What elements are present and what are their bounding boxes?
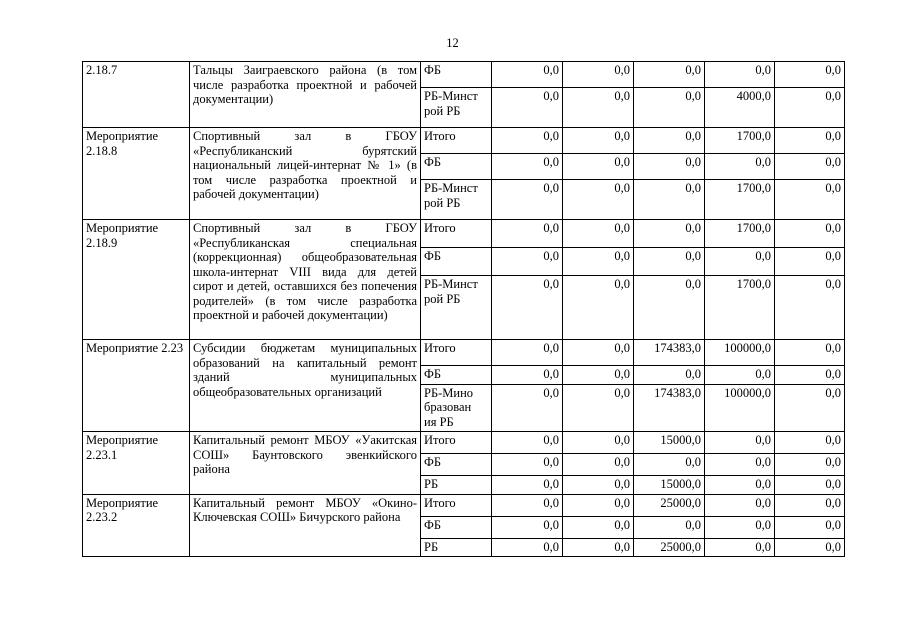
table-row	[83, 432, 845, 454]
funding-source	[421, 494, 492, 516]
funding-source-label: ФБ	[424, 249, 442, 263]
funding-source	[421, 538, 492, 557]
value-cell: 0,0	[775, 248, 845, 276]
funding-source-label: РБ-Минобразования РБ	[424, 385, 474, 429]
measure-name: Капитальный ремонт МБОУ «Окино-Ключевская СОШ» Бичурского района	[190, 494, 421, 557]
value-cell: 0,0	[775, 538, 845, 557]
value-cell: 0,0	[705, 366, 775, 385]
table-row	[83, 220, 845, 248]
value-cell: 0,0	[492, 128, 563, 154]
funding-source	[421, 476, 492, 495]
funding-source-label: РБ-Минстрой РБ	[424, 277, 478, 306]
value-cell: 15000,0	[634, 432, 705, 454]
funding-source-label: Итого	[424, 495, 456, 510]
value-cell: 0,0	[634, 454, 705, 476]
value-cell: 0,0	[705, 248, 775, 276]
funding-source-label: Итого	[424, 341, 456, 355]
value-cell: 1700,0	[705, 128, 775, 154]
value-cell: 0,0	[563, 180, 634, 220]
measure-code: 2.18.7	[83, 62, 190, 128]
value-cell: 0,0	[492, 154, 563, 180]
value-cell: 0,0	[705, 516, 775, 538]
value-cell: 0,0	[492, 88, 563, 128]
value-cell: 100000,0	[705, 384, 775, 432]
value-cell: 0,0	[775, 516, 845, 538]
funding-source	[421, 248, 492, 276]
funding-source-label: ФБ	[424, 63, 442, 77]
funding-source	[421, 220, 492, 248]
funding-source	[421, 384, 492, 432]
value-cell: 0,0	[492, 180, 563, 220]
funding-source-label: ФБ	[424, 155, 442, 169]
funding-source-label: Итого	[424, 433, 456, 447]
value-cell: 0,0	[775, 432, 845, 454]
value-cell: 1700,0	[705, 220, 775, 248]
table-row	[83, 494, 845, 516]
value-cell: 0,0	[492, 366, 563, 385]
measure-code: Мероприятие 2.18.8	[83, 128, 190, 220]
value-cell: 0,0	[634, 248, 705, 276]
funding-source	[421, 62, 492, 88]
funding-source-label: РБ-Минстрой РБ	[424, 89, 478, 118]
value-cell: 0,0	[775, 220, 845, 248]
value-cell: 0,0	[775, 476, 845, 495]
value-cell: 0,0	[705, 538, 775, 557]
page-number: 12	[446, 36, 459, 50]
value-cell: 0,0	[563, 366, 634, 385]
value-cell: 0,0	[634, 180, 705, 220]
funding-source-label: Итого	[424, 129, 456, 143]
value-cell: 0,0	[563, 432, 634, 454]
value-cell: 100000,0	[705, 340, 775, 366]
value-cell: 0,0	[492, 494, 563, 516]
value-cell: 0,0	[705, 494, 775, 516]
value-cell: 0,0	[492, 538, 563, 557]
measure-name: Капитальный ремонт МБОУ «Уакитская СОШ» Баунтовского эвенкийского района	[190, 432, 421, 495]
value-cell: 1700,0	[705, 180, 775, 220]
measure-code: Мероприятие 2.23.2	[83, 494, 190, 557]
value-cell: 0,0	[634, 366, 705, 385]
table-body	[83, 62, 845, 557]
value-cell: 0,0	[775, 88, 845, 128]
value-cell: 0,0	[492, 516, 563, 538]
value-cell: 174383,0	[634, 340, 705, 366]
table-row	[83, 62, 845, 88]
value-cell: 0,0	[563, 62, 634, 88]
value-cell: 0,0	[775, 366, 845, 385]
value-cell: 0,0	[492, 454, 563, 476]
value-cell: 0,0	[563, 538, 634, 557]
value-cell: 0,0	[492, 62, 563, 88]
value-cell: 0,0	[563, 516, 634, 538]
value-cell: 4000,0	[705, 88, 775, 128]
value-cell: 0,0	[492, 276, 563, 340]
value-cell: 0,0	[775, 180, 845, 220]
value-cell: 0,0	[492, 340, 563, 366]
value-cell: 0,0	[634, 128, 705, 154]
funding-source	[421, 276, 492, 340]
value-cell: 25000,0	[634, 538, 705, 557]
funding-source	[421, 366, 492, 385]
value-cell: 0,0	[563, 128, 634, 154]
value-cell: 0,0	[775, 454, 845, 476]
value-cell: 0,0	[634, 88, 705, 128]
funding-source	[421, 432, 492, 454]
funding-source-label: РБ-Минстрой РБ	[424, 181, 478, 210]
value-cell: 0,0	[775, 62, 845, 88]
value-cell: 0,0	[563, 248, 634, 276]
value-cell: 0,0	[634, 62, 705, 88]
measure-name: Спортивный зал в ГБОУ «Республиканская специальная (коррекционная) общеобразовательная школа-интернат VIII вида для детей сирот и детей, оставшихся без попечения родителей» (в том числе разработка проектной и рабочей документации)	[190, 220, 421, 340]
value-cell: 25000,0	[634, 494, 705, 516]
value-cell: 0,0	[775, 154, 845, 180]
value-cell: 0,0	[705, 476, 775, 495]
value-cell: 0,0	[492, 220, 563, 248]
value-cell: 0,0	[563, 340, 634, 366]
funding-source-label: РБ	[424, 477, 439, 491]
table-row	[83, 340, 845, 366]
value-cell: 0,0	[634, 516, 705, 538]
value-cell: 0,0	[563, 154, 634, 180]
funding-source-label: РБ	[424, 539, 439, 554]
funding-source	[421, 516, 492, 538]
value-cell: 0,0	[705, 432, 775, 454]
measure-code: Мероприятие 2.23.1	[83, 432, 190, 495]
funding-source	[421, 180, 492, 220]
value-cell: 0,0	[563, 384, 634, 432]
value-cell: 0,0	[563, 494, 634, 516]
value-cell: 0,0	[705, 154, 775, 180]
value-cell: 0,0	[634, 154, 705, 180]
table-row	[83, 128, 845, 154]
value-cell: 0,0	[492, 248, 563, 276]
value-cell: 0,0	[492, 384, 563, 432]
value-cell: 0,0	[634, 276, 705, 340]
measure-name: Спортивный зал в ГБОУ «Республиканский бурятский национальный лицей-интернат № 1» (в том числе разработка проектной и рабочей документации)	[190, 128, 421, 220]
value-cell: 0,0	[563, 454, 634, 476]
value-cell: 0,0	[563, 276, 634, 340]
value-cell: 174383,0	[634, 384, 705, 432]
funding-source-label: Итого	[424, 221, 456, 235]
value-cell: 0,0	[775, 276, 845, 340]
value-cell: 0,0	[775, 384, 845, 432]
value-cell: 0,0	[492, 476, 563, 495]
funding-source-label: ФБ	[424, 517, 442, 532]
budget-table	[82, 61, 845, 557]
value-cell: 0,0	[705, 62, 775, 88]
value-cell: 0,0	[563, 220, 634, 248]
measure-name: Тальцы Заиграевского района (в том числе разработка проектной и рабочей документации)	[190, 62, 421, 128]
value-cell: 0,0	[634, 220, 705, 248]
funding-source-label: ФБ	[424, 367, 442, 381]
value-cell: 15000,0	[634, 476, 705, 495]
value-cell: 0,0	[775, 128, 845, 154]
funding-source	[421, 454, 492, 476]
value-cell: 0,0	[775, 494, 845, 516]
value-cell: 0,0	[563, 88, 634, 128]
funding-source	[421, 88, 492, 128]
funding-source	[421, 128, 492, 154]
funding-source	[421, 154, 492, 180]
measure-name: Субсидии бюджетам муниципальных образований на капитальный ремонт зданий муниципальных общеобразовательных организаций	[190, 340, 421, 432]
funding-source	[421, 340, 492, 366]
measure-code: Мероприятие 2.23	[83, 340, 190, 432]
value-cell: 0,0	[775, 340, 845, 366]
value-cell: 0,0	[563, 476, 634, 495]
value-cell: 0,0	[492, 432, 563, 454]
measure-code: Мероприятие 2.18.9	[83, 220, 190, 340]
funding-source-label: ФБ	[424, 455, 442, 469]
value-cell: 1700,0	[705, 276, 775, 340]
value-cell: 0,0	[705, 454, 775, 476]
